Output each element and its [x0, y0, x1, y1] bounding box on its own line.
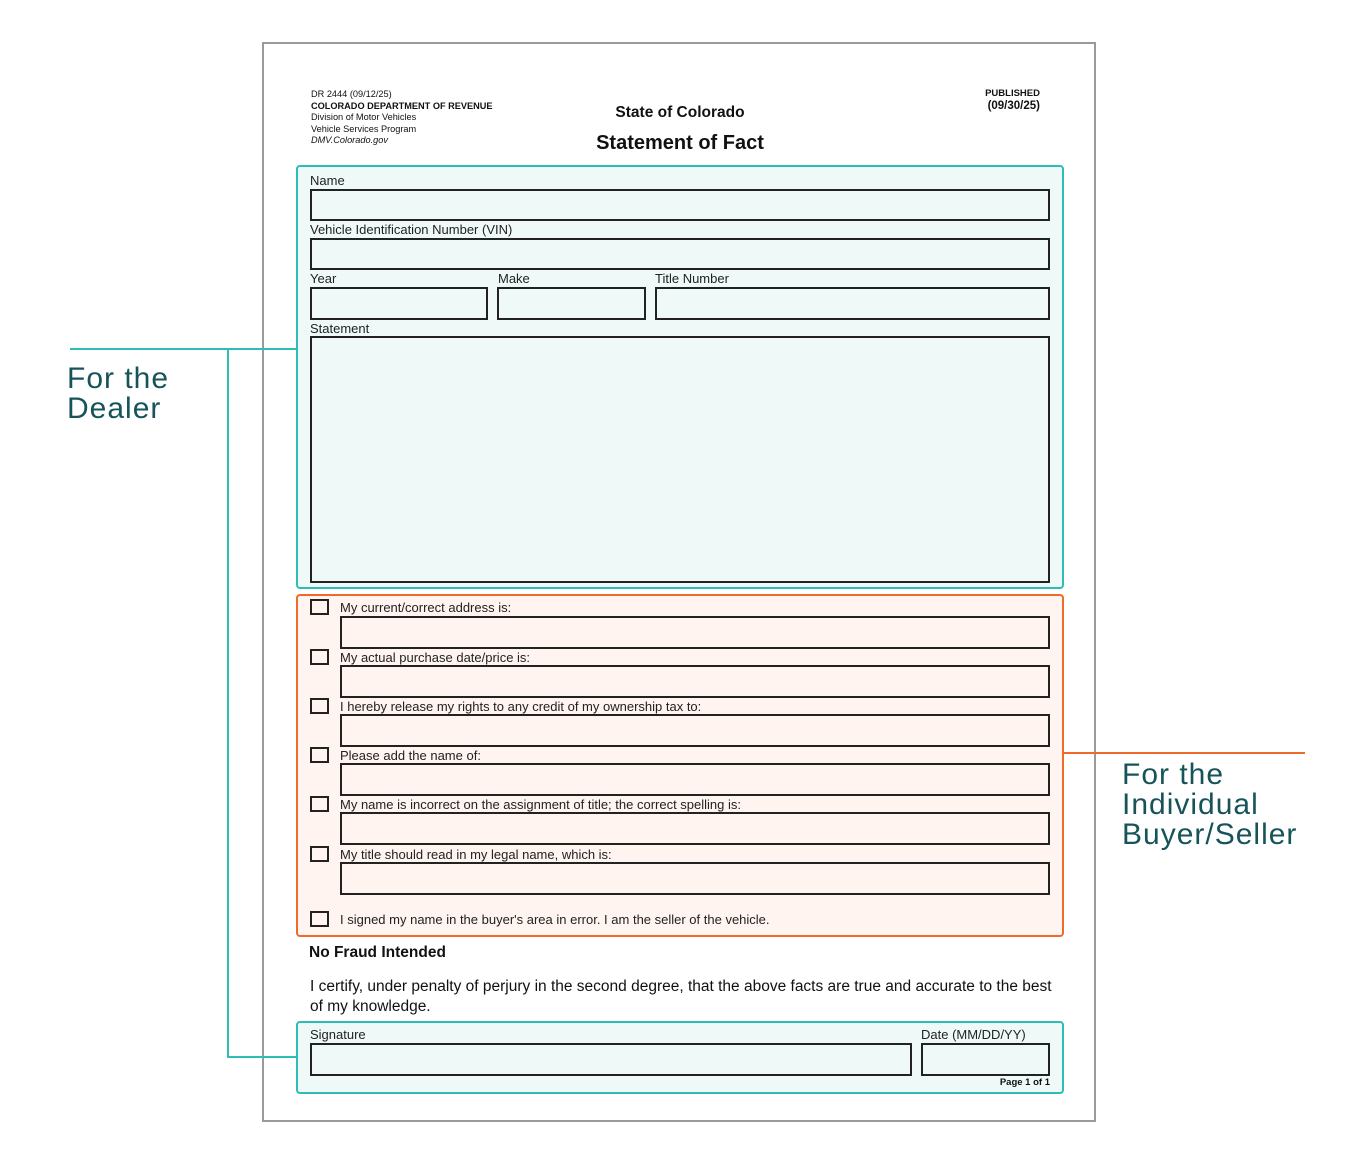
release-tax-label: I hereby release my rights to any credit of my ownership tax to: [340, 699, 702, 714]
legal-name-checkbox[interactable] [310, 846, 329, 862]
dealer-callout-line1: For the [67, 362, 170, 395]
state-heading: State of Colorado [615, 104, 745, 121]
division-name: Division of Motor Vehicles [311, 112, 417, 123]
seller-error-label: I signed my name in the buyer's area in error. I am the seller of the vehicle. [340, 912, 770, 927]
make-field[interactable] [497, 287, 646, 320]
statement-field[interactable] [310, 336, 1050, 583]
individual-callout-line3: Buyer/Seller [1122, 818, 1298, 851]
date-field[interactable] [921, 1043, 1050, 1076]
published-label: PUBLISHED [985, 88, 1040, 99]
title-number-label: Title Number [655, 271, 729, 286]
form-header-left [311, 89, 493, 147]
individual-callout [1122, 760, 1297, 850]
signature-label: Signature [310, 1027, 366, 1042]
address-label: My current/correct address is: [340, 600, 512, 615]
statement-label: Statement [310, 321, 370, 336]
legal-name-field[interactable] [340, 862, 1050, 895]
name-spelling-field[interactable] [340, 812, 1050, 845]
address-checkbox[interactable] [310, 599, 329, 615]
individual-callout-line1: For the [1122, 758, 1225, 791]
name-spelling-checkbox[interactable] [310, 796, 329, 812]
published-date: (09/30/25) [987, 100, 1040, 112]
individual-callout-line2: Individual [1122, 788, 1259, 821]
individual-callout-line [1062, 752, 1305, 754]
program-name: Vehicle Services Program [311, 123, 417, 134]
purchase-checkbox[interactable] [310, 649, 329, 665]
release-tax-checkbox[interactable] [310, 698, 329, 714]
title-number-field[interactable] [655, 287, 1050, 320]
year-field[interactable] [310, 287, 488, 320]
purchase-label: My actual purchase date/price is: [340, 650, 531, 665]
signature-field[interactable] [310, 1043, 912, 1076]
year-label: Year [310, 271, 337, 286]
dealer-callout [67, 364, 169, 424]
certification-text: I certify, under penalty of perjury in the second degree, that the above facts are true and accurate to the best of my knowledge. [310, 978, 1052, 1015]
dealer-callout-line2: Dealer [67, 392, 162, 425]
legal-name-label: My title should read in my legal name, which is: [340, 847, 612, 862]
name-spelling-label: My name is incorrect on the assignment of title; the correct spelling is: [340, 797, 742, 812]
address-field[interactable] [340, 616, 1050, 649]
department-name: COLORADO DEPARTMENT OF REVENUE [311, 100, 493, 111]
add-name-checkbox[interactable] [310, 747, 329, 763]
form-id: DR 2444 (09/12/25) [311, 89, 392, 99]
seller-error-checkbox[interactable] [310, 911, 329, 927]
dealer-callout-line-vertical [227, 348, 229, 1058]
website: DMV.Colorado.gov [311, 135, 388, 146]
page-number: Page 1 of 1 [999, 1077, 1050, 1088]
date-label: Date (MM/DD/YY) [921, 1027, 1026, 1042]
add-name-field[interactable] [340, 763, 1050, 796]
name-field[interactable] [310, 189, 1050, 221]
published-stamp [950, 88, 1040, 112]
release-tax-field[interactable] [340, 714, 1050, 747]
dealer-callout-line-top [70, 348, 298, 350]
purchase-field[interactable] [340, 665, 1050, 698]
no-fraud-heading: No Fraud Intended [309, 944, 446, 961]
vin-field[interactable] [310, 238, 1050, 270]
add-name-label: Please add the name of: [340, 748, 481, 763]
make-label: Make [498, 271, 530, 286]
page-title: Statement of Fact [596, 132, 764, 154]
dealer-callout-line-bottom [227, 1056, 298, 1058]
vin-label: Vehicle Identification Number (VIN) [310, 222, 513, 237]
name-label: Name [310, 173, 345, 188]
